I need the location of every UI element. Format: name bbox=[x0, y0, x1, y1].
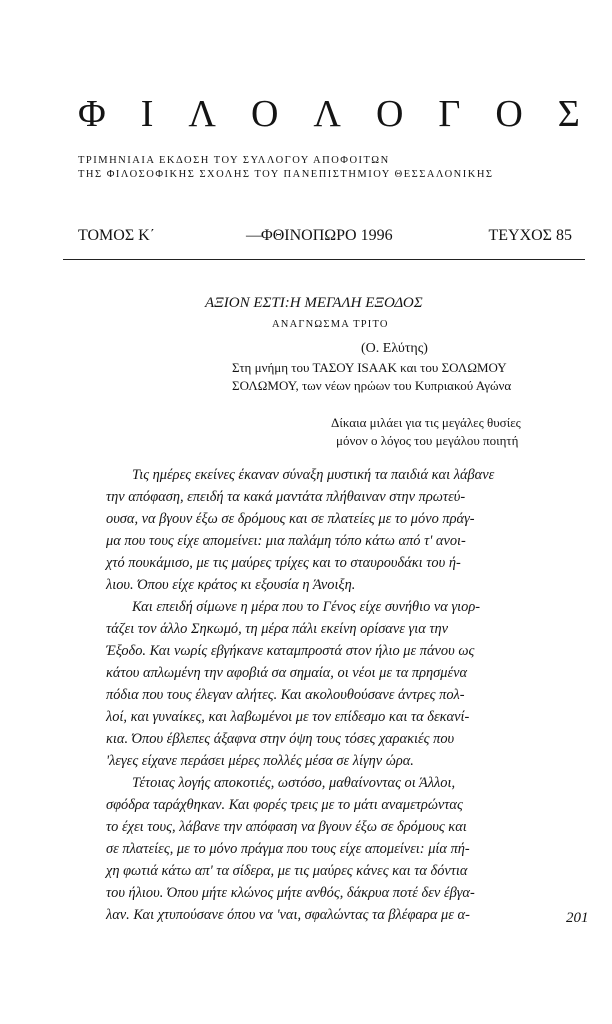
epigraph-line-1: Δίκαια μιλάει για τις μεγάλες θυσίες bbox=[331, 415, 521, 430]
volume-label: ΤΟΜΟΣ Κ΄ bbox=[78, 227, 156, 244]
body-line: μα που τους είχε απομείνει: μια παλάμη τόπο κάτω από τ' ανοι- bbox=[106, 533, 466, 549]
journal-subtitle-line-1: ΤΡΙΜΗΝΙΑΙΑ ΕΚΔΟΣΗ ΤΟΥ ΣΥΛΛΟΓΟΥ ΑΠΟΦΟΙΤΩΝ bbox=[78, 155, 390, 166]
body-line: ουσα, να βγουν έξω σε δρόμους και σε πλατείες με το μόνο πράγ- bbox=[106, 511, 475, 527]
dedication-line-1: Στη μνήμη του ΤΑΣΟΥ ISAAK και του ΣΟΛΩΜΟΥ bbox=[232, 360, 507, 375]
header-divider bbox=[63, 259, 585, 260]
body-line: την απόφαση, επειδή τα κακά μαντάτα πλήθαιναν στην πρωτεύ- bbox=[106, 489, 466, 505]
poet-attribution: (Ο. Ελύτης) bbox=[361, 341, 428, 356]
body-line: Τέτοιας λογής αποκοτιές, ωστόσο, μαθαίνοντας οι Άλλοι, bbox=[132, 775, 456, 791]
season-text: ΦΘΙΝΟΠΩΡΟ 1996 bbox=[261, 227, 393, 244]
masthead-letter: Ι bbox=[140, 93, 154, 135]
body-line: Και επειδή σίμωνε η μέρα που το Γένος είχε συνήθιο να γιορ- bbox=[132, 599, 481, 615]
body-line: σφόδρα ταράχθηκαν. Και φορές τρεις με το μάτι αναμετρώντας bbox=[106, 797, 463, 813]
epigraph-line-2: μόνον ο λόγος του μεγάλου ποιητή bbox=[336, 433, 519, 448]
body-line: λιου. Όπου είχε κράτος κι εξουσία η Άνοιξη. bbox=[106, 577, 356, 593]
body-line: τάζει τον άλλο Σηκωμό, τη μέρα πάλι εκείνη ορίσανε για την bbox=[106, 621, 449, 637]
issue-number: ΤΕΥΧΟΣ 85 bbox=[488, 227, 572, 244]
masthead-letter: Φ bbox=[78, 93, 106, 135]
body-line: κια. Όπου έβλεπες άξαφνα στην όψη τους τόσες χαρακιές που bbox=[106, 731, 455, 747]
body-line: κάτου απλωμένη την αφοβιά σα σημαία, οι νέοι με τα πρησμένα bbox=[106, 665, 468, 681]
masthead-letter: Ο bbox=[495, 93, 523, 135]
body-line: χη φωτιά κάτω απ' τα σίδερα, με τις μαύρες κάνες και τα δόντια bbox=[106, 863, 468, 879]
dedication-line-2: ΣΟΛΩΜΟΥ, των νέων ηρώων του Κυπριακού Αγώνα bbox=[232, 378, 512, 393]
masthead-letter: Λ bbox=[313, 93, 341, 135]
page-number: 201 bbox=[566, 910, 589, 926]
article-section-label: ΑΝΑΓΝΩΣΜΑ ΤΡΙΤΟ bbox=[272, 319, 389, 330]
body-line: 'λεγες είχανε περάσει μέρες πολλές μέσα σε λίγην ώρα. bbox=[106, 753, 414, 769]
body-line: λοί, και γυναίκες, και λαβωμένοι με τον επίδεσμο και τα δεκανί- bbox=[106, 709, 470, 725]
masthead-letter: Γ bbox=[438, 93, 461, 135]
body-line: Έξοδο. Και νωρίς εβγήκανε καταμπροστά στον ήλιο με πάνου ως bbox=[106, 643, 475, 659]
masthead-letter: Ο bbox=[250, 93, 279, 135]
body-line: πόδια που τους έλεγαν αλήτες. Και ακολουθούσανε άντρες πολ- bbox=[106, 687, 465, 703]
body-line: το έχει τους, λάβανε την απόφαση να βγουν έξω σε δρόμους και bbox=[106, 819, 467, 835]
body-line: του ήλιου. Όπου μήτε κλώνος μήτε ανθός, δάκρυα ποτέ δεν έβγα- bbox=[106, 885, 475, 901]
season-dash: — bbox=[246, 227, 261, 244]
masthead-letter: Ο bbox=[375, 93, 404, 135]
body-line: Τις ημέρες εκείνες έκαναν σύναξη μυστική τα παιδιά και λάβανε bbox=[132, 467, 495, 483]
body-line: σε πλατείες, με το μόνο πράγμα που τους είχε απομείνει: μία πή- bbox=[106, 841, 470, 857]
journal-masthead bbox=[78, 92, 580, 136]
journal-subtitle-line-2: ΤΗΣ ΦΙΛΟΣΟΦΙΚΗΣ ΣΧΟΛΗΣ ΤΟΥ ΠΑΝΕΠΙΣΤΗΜΙΟΥ ΘΕΣΣΑΛΟΝΙΚΗΣ bbox=[78, 169, 494, 180]
body-line: χτό πουκάμισο, με τις μαύρες τρίχες και το σταυρουδάκι του ή- bbox=[106, 555, 461, 571]
masthead-letter: Λ bbox=[188, 93, 216, 135]
body-line: λαν. Και χτυπούσανε όπου να 'ναι, σφαλώντας τα βλέφαρα με α- bbox=[106, 907, 470, 923]
article-body bbox=[106, 464, 586, 926]
article-title: ΑΞΙΟΝ ΕΣΤΙ:Η ΜΕΓΑΛΗ ΕΞΟΔΟΣ bbox=[205, 295, 423, 311]
masthead-letter: Σ bbox=[557, 93, 580, 135]
season-label bbox=[246, 226, 393, 246]
